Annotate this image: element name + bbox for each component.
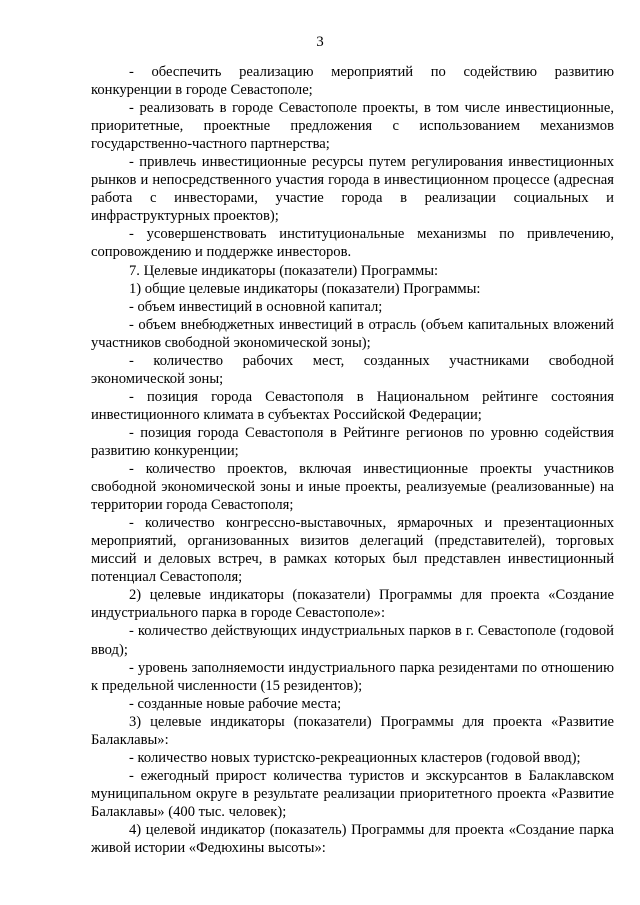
document-body [91, 63, 614, 857]
subsection-heading: 1) общие целевые индикаторы (показатели) Программы: [129, 280, 481, 297]
paragraph: - обеспечить реализацию мероприятий по содействию развитию конкуренции в городе Севастополе; [91, 64, 614, 99]
list-item: - объем внебюджетных инвестиций в отрасль (объем капитальных вложений участников свободной экономической зоны); [91, 316, 614, 351]
section-heading: 7. Целевые индикаторы (показатели) Программы: [129, 262, 439, 279]
list-item: - ежегодный прирост количества туристов и экскурсантов в Балаклавском муниципальном округе в результате реализации приоритетного проекта «Развитие Балаклавы» (400 тыс. человек); [91, 767, 614, 820]
paragraph: - привлечь инвестиционные ресурсы путем регулирования инвестиционных рынков и непосредственного участия города в инвестиционном процессе (адресная работа с инвесторами, участие города в реализации социальных и инфраструктурных проектов); [91, 154, 614, 225]
list-item: - объем инвестиций в основной капитал; [129, 298, 383, 315]
subsection-heading: 2) целевые индикаторы (показатели) Программы для проекта «Создание индустриального парка в городе Севастополе»: [91, 587, 614, 622]
page-number: 3 [316, 34, 324, 50]
list-item: - количество действующих индустриальных парков в г. Севастополе (годовой ввод); [91, 623, 614, 658]
paragraph: - реализовать в городе Севастополе проекты, в том числе инвестиционные, приоритетные, проектные предложения с использованием механизмов государственно-частного партнерства; [91, 100, 614, 153]
subsection-heading: 4) целевой индикатор (показатель) Программы для проекта «Создание парка живой истории «Федюхины высоты»: [91, 821, 614, 857]
list-item: - позиция города Севастополя в Рейтинге регионов по уровню содействия развитию конкуренции; [91, 424, 614, 459]
list-item: - количество новых туристско-рекреационных кластеров (годовой ввод); [129, 749, 581, 766]
list-item: - количество конгрессно-выставочных, ярмарочных и презентационных мероприятий, организованных визитов делегаций (представителей), торговых миссий и деловых встреч, в рамках которых был представлен инвестиционный потенциал Севастополя; [91, 515, 614, 586]
paragraph: - усовершенствовать институциональные механизмы по привлечению, сопровождению и поддержке инвесторов. [91, 226, 614, 261]
subsection-heading: 3) целевые индикаторы (показатели) Программы для проекта «Развитие Балаклавы»: [91, 713, 614, 748]
list-item: - позиция города Севастополя в Национальном рейтинге состояния инвестиционного климата в субъектах Российской Федерации; [91, 388, 614, 423]
list-item: - количество рабочих мест, созданных участниками свободной экономической зоны; [91, 352, 614, 387]
list-item: - созданные новые рабочие места; [129, 695, 342, 712]
list-item: - уровень заполняемости индустриального парка резидентами по отношению к предельной численности (15 резидентов); [91, 659, 614, 694]
list-item: - количество проектов, включая инвестиционные проекты участников свободной экономической зоны и иные проекты, реализуемые (реализованные) на территории города Севастополя; [91, 461, 614, 514]
